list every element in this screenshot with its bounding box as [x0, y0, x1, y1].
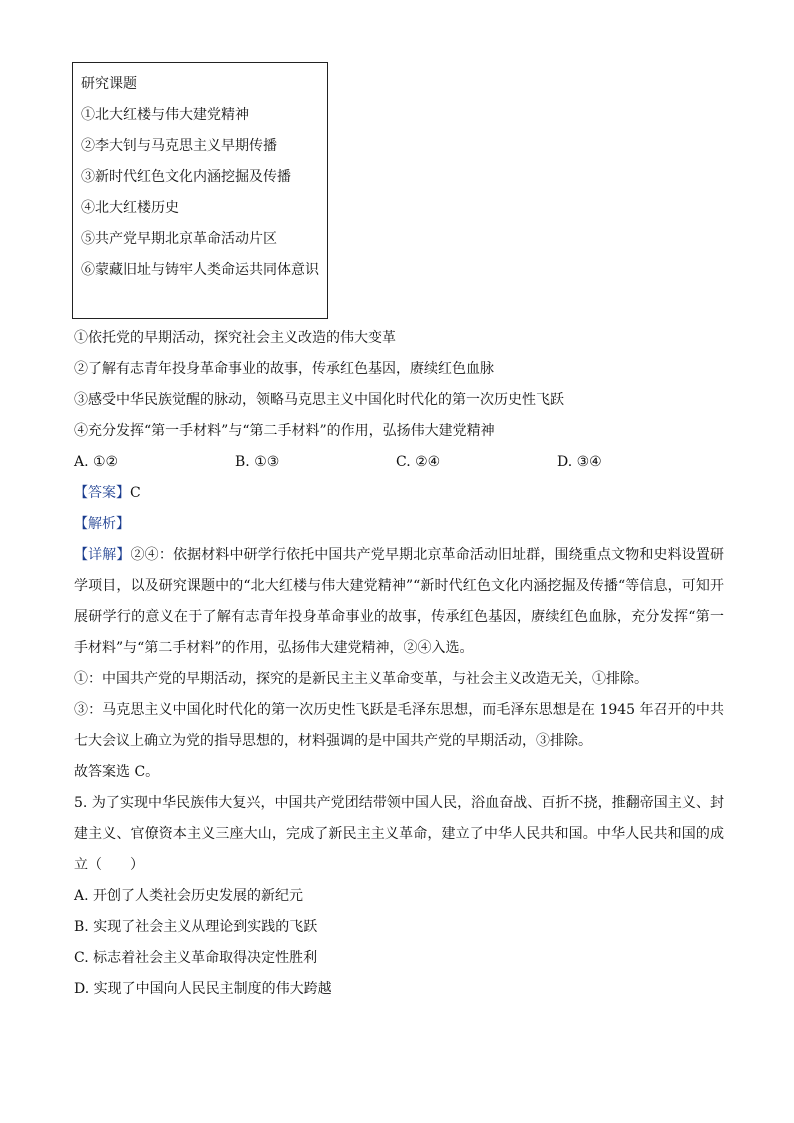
- q5-choice-b: B. 实现了社会主义从理论到实践的飞跃: [74, 919, 318, 935]
- question-content: [74, 323, 724, 1005]
- topic-box-title: 研究课题: [81, 76, 137, 92]
- q5-choice-d: D. 实现了中国向人民民主制度的伟大跨越: [74, 981, 332, 997]
- q5-choice-c: C. 标志着社会主义革命取得决定性胜利: [74, 950, 318, 966]
- analysis-label: 【解析】: [74, 516, 130, 532]
- topic-item: ②李大钊与马克思主义早期传播: [81, 138, 277, 154]
- topic-item: ①北大红楼与伟大建党精神: [81, 107, 249, 123]
- research-topics-box: [72, 62, 328, 319]
- topic-item: ⑥蒙藏旧址与铸牢人类命运共同体意识: [81, 262, 319, 278]
- answer-line: [74, 478, 724, 509]
- statement: ③感受中华民族觉醒的脉动，领略马克思主义中国化时代化的第一次历史性飞跃: [74, 392, 564, 408]
- conclusion: 故答案选 C。: [74, 764, 160, 780]
- answer-options: [74, 447, 724, 478]
- question-5-stem: 5. 为了实现中华民族伟大复兴，中国共产党团结带领中国人民，浴血奋战、百折不挠，推翻帝国主义、封建主义、官僚资本主义三座大山，完成了新民主主义革命，建立了中华人民共和国。中华人民共和国的成立（ ）: [74, 795, 724, 873]
- statement: ①依托党的早期活动，探究社会主义改造的伟大变革: [74, 330, 396, 346]
- detail-label: 【详解】: [74, 547, 131, 563]
- exclusion-paragraph: ①：中国共产党的早期活动，探究的是新民主主义革命变革，与社会主义改造无关，①排除。: [74, 671, 648, 687]
- topic-item: ③新时代红色文化内涵挖掘及传播: [81, 169, 291, 185]
- topic-item: ④北大红楼历史: [81, 200, 179, 216]
- option-d: D. ③④: [557, 454, 602, 470]
- option-a: A. ①②: [74, 454, 119, 470]
- option-b: B. ①③: [235, 454, 280, 470]
- answer-label: 【答案】: [74, 485, 130, 501]
- detail-text: ②④：依据材料中研学行依托中国共产党早期北京革命活动旧址群，围绕重点文物和史料设置研学项目，以及研究课题中的“北大红楼与伟大建党精神”“新时代红色文化内涵挖掘及传播“等信息，可知开展研学行的意义在于了解有志青年投身革命事业的故事，传承红色基因，赓续红色血脉，充分发挥“第一手材料”与“第二手材料”的作用，弘扬伟大建党精神，②④入选。: [74, 547, 725, 656]
- statement: ②了解有志青年投身革命事业的故事，传承红色基因，赓续红色血脉: [74, 361, 494, 377]
- option-c: C. ②④: [396, 454, 441, 470]
- statement: ④充分发挥“第一手材料”与“第二手材料”的作用，弘扬伟大建党精神: [74, 423, 495, 439]
- detail-paragraph: [74, 540, 724, 664]
- q5-choice-a: A. 开创了人类社会历史发展的新纪元: [74, 888, 304, 904]
- answer-value: C: [130, 485, 141, 501]
- topic-item: ⑤共产党早期北京革命活动片区: [81, 231, 277, 247]
- exclusion-paragraph: ③：马克思主义中国化时代化的第一次历史性飞跃是毛泽东思想，而毛泽东思想是在 1945 年召开的中共七大会议上确立为党的指导思想的，材料强调的是中国共产党的早期活动，③排除。: [74, 702, 724, 749]
